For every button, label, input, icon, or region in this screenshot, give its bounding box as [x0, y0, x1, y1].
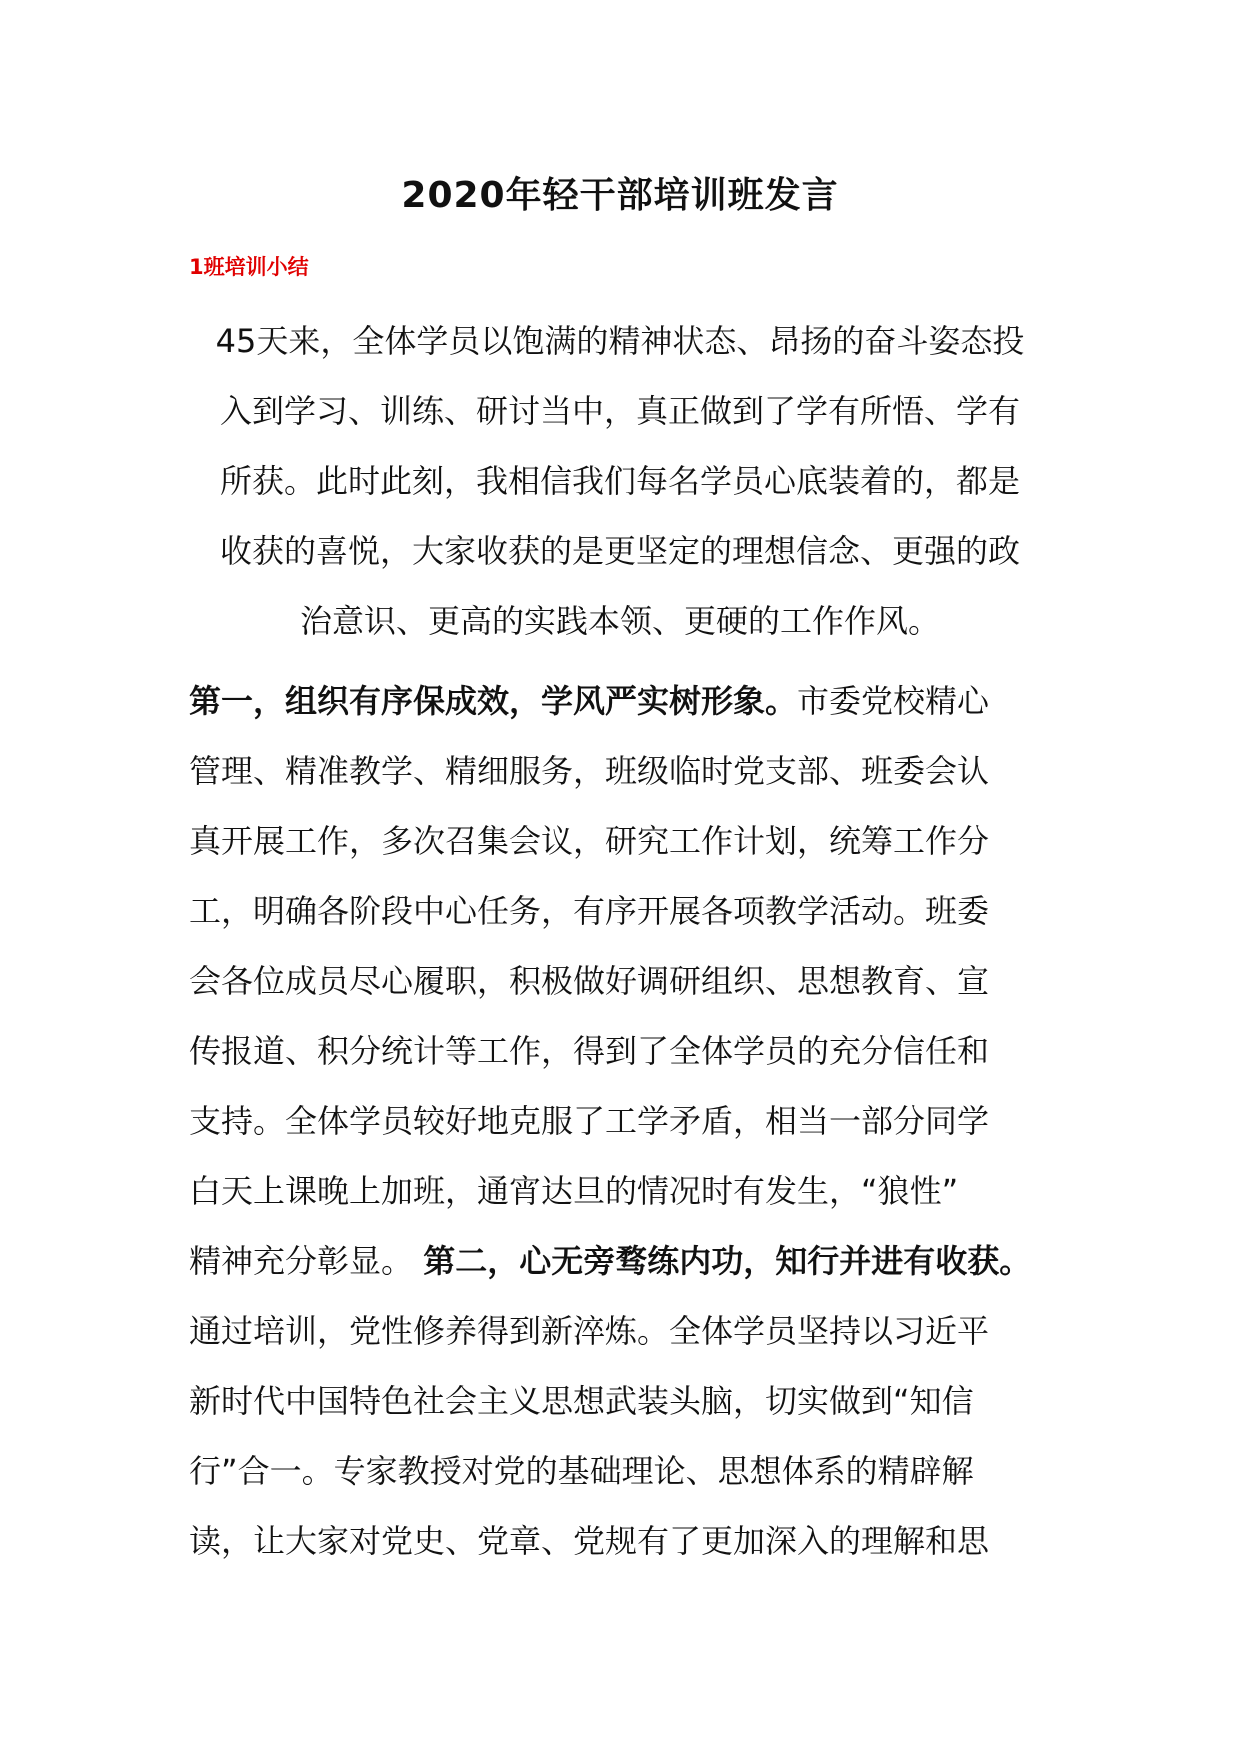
body-text: 精神充分彰显。	[189, 1242, 414, 1280]
body-text: 市委党校精心	[797, 682, 990, 720]
intro-line: 45天来，全体学员以饱满的精神状态、昂扬的奋斗姿态投	[215, 322, 1025, 360]
point-one-heading: 第一，组织有序保成效，学风严实树形象。	[189, 682, 798, 720]
body-line: 工，明确各阶段中心任务，有序开展各项教学活动。班委	[189, 892, 990, 930]
body-line: 管理、精准教学、精细服务，班级临时党支部、班委会认	[189, 752, 990, 790]
body-paragraph	[189, 666, 1069, 1576]
section-heading: 1班培训小结	[189, 255, 309, 279]
point-two-heading: 第二，心无旁骛练内功，知行并进有收获。	[423, 1242, 1032, 1280]
body-line: 真开展工作，多次召集会议，研究工作计划，统筹工作分	[189, 822, 990, 860]
body-line: 白天上课晚上加班，通宵达旦的情况时有发生，“狼性”	[189, 1172, 959, 1210]
body-line: 读，让大家对党史、党章、党规有了更加深入的理解和思	[189, 1522, 990, 1560]
body-line	[189, 1226, 1069, 1296]
intro-line: 入到学习、训练、研讨当中，真正做到了学有所悟、学有	[219, 392, 1020, 430]
body-line	[189, 666, 1069, 736]
intro-line: 所获。此时此刻，我相信我们每名学员心底装着的，都是	[219, 462, 1020, 500]
body-line: 行”合一。专家教授对党的基础理论、思想体系的精辟解	[189, 1452, 974, 1490]
intro-line: 收获的喜悦，大家收获的是更坚定的理想信念、更强的政	[219, 532, 1020, 570]
body-line: 通过培训，党性修养得到新淬炼。全体学员坚持以习近平	[189, 1312, 990, 1350]
body-line: 会各位成员尽心履职，积极做好调研组织、思想教育、宣	[189, 962, 990, 1000]
intro-paragraph	[190, 306, 1050, 656]
intro-line: 治意识、更高的实践本领、更硬的工作作风。	[299, 602, 940, 640]
document-title: 2020年轻干部培训班发言	[401, 175, 839, 216]
body-line: 支持。全体学员较好地克服了工学矛盾，相当一部分同学	[189, 1102, 990, 1140]
body-line: 新时代中国特色社会主义思想武装头脑，切实做到“知信	[189, 1382, 974, 1420]
body-line: 传报道、积分统计等工作，得到了全体学员的充分信任和	[189, 1032, 990, 1070]
